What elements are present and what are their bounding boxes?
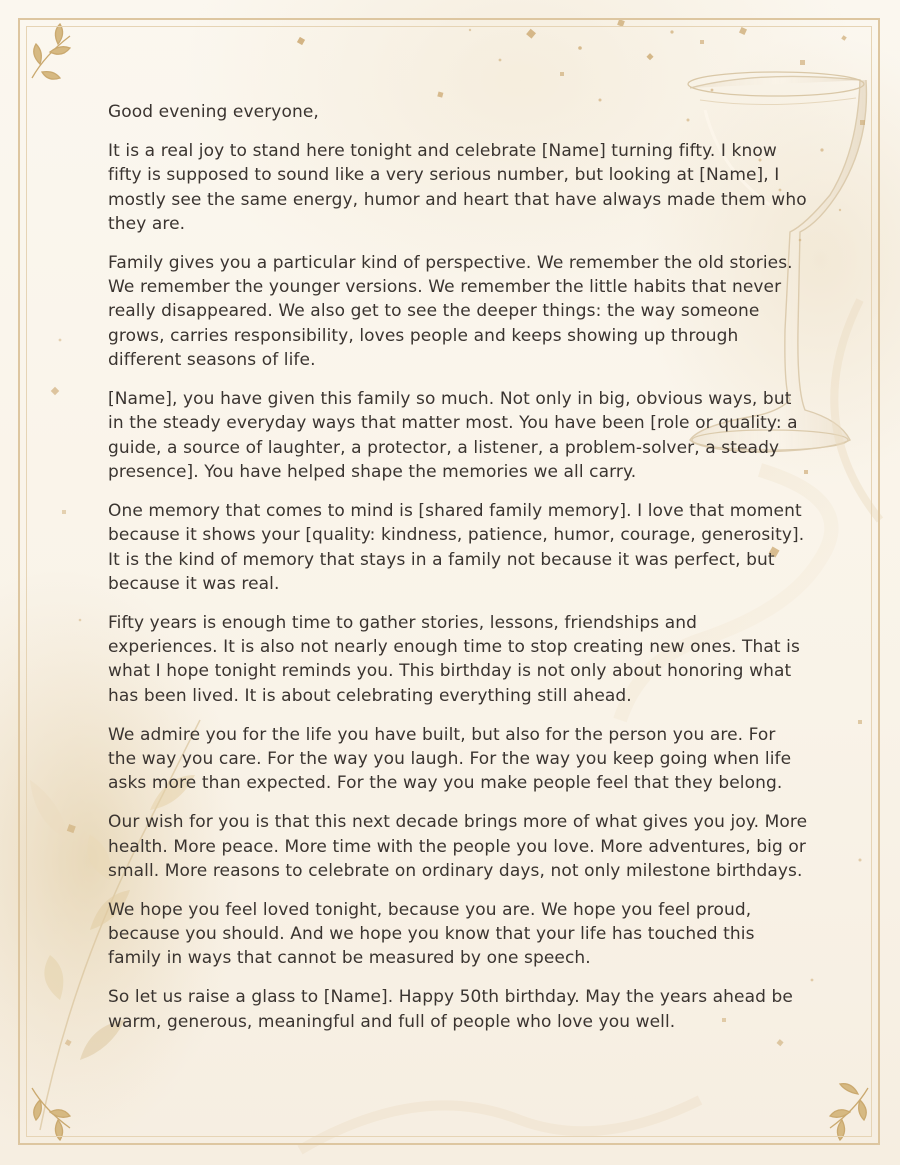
greeting: Good evening everyone, — [108, 102, 319, 122]
paragraph: Fifty years is enough time to gather stories, lessons, friendships and experiences. It is also not nearly enough time to stop creating new ones. That is what I hope tonight reminds you. This birthday is not only about honoring what has been lived. It is about celebrating everything still ahead. — [108, 612, 800, 706]
speech-letter — [108, 100, 808, 1049]
paragraph: We hope you feel loved tonight, because you are. We hope you feel proud, because you should. And we hope you know that your life has touched this family in ways that cannot be measured by one speech. — [108, 899, 755, 969]
paragraph: Family gives you a particular kind of perspective. We remember the old stories. We remember the younger versions. We remember the little habits that never really disappeared. We also get to see the deeper things: the way someone grows, carries responsibility, loves people and keeps showing up through different seasons of life. — [108, 252, 793, 371]
paragraph: One memory that comes to mind is [shared family memory]. I love that moment because it shows your [quality: kindness, patience, humor, courage, generosity]. It is the kind of memory that stays in a family not because it was perfect, but because it was real. — [108, 500, 805, 594]
paragraph: Our wish for you is that this next decade brings more of what gives you joy. More health. More peace. More time with the people you love. More adventures, big or small. More reasons to celebrate on ordinary days, not only milestone birthdays. — [108, 812, 808, 881]
paragraph: It is a real joy to stand here tonight and celebrate [Name] turning fifty. I know fifty is supposed to sound like a very serious number, but looking at [Name], I mostly see the same energy, humor and heart that have always made them who they are. — [108, 140, 807, 234]
paragraph: [Name], you have given this family so much. Not only in big, obvious ways, but in the steady everyday ways that matter most. You have been [role or quality: a guide, a source of laughter, a protector, a listener, a problem-solver, a steady presence]. You have helped shape the memories we all carry. — [108, 389, 798, 482]
paragraph: We admire you for the life you have built, but also for the person you are. For the way you care. For the way you laugh. For the way you keep going when life asks more than expected. For the way you make people feel that they belong. — [108, 724, 792, 794]
closing-paragraph: So let us raise a glass to [Name]. Happy 50th birthday. May the years ahead be warm, generous, meaningful and full of people who love you well. — [108, 987, 793, 1032]
